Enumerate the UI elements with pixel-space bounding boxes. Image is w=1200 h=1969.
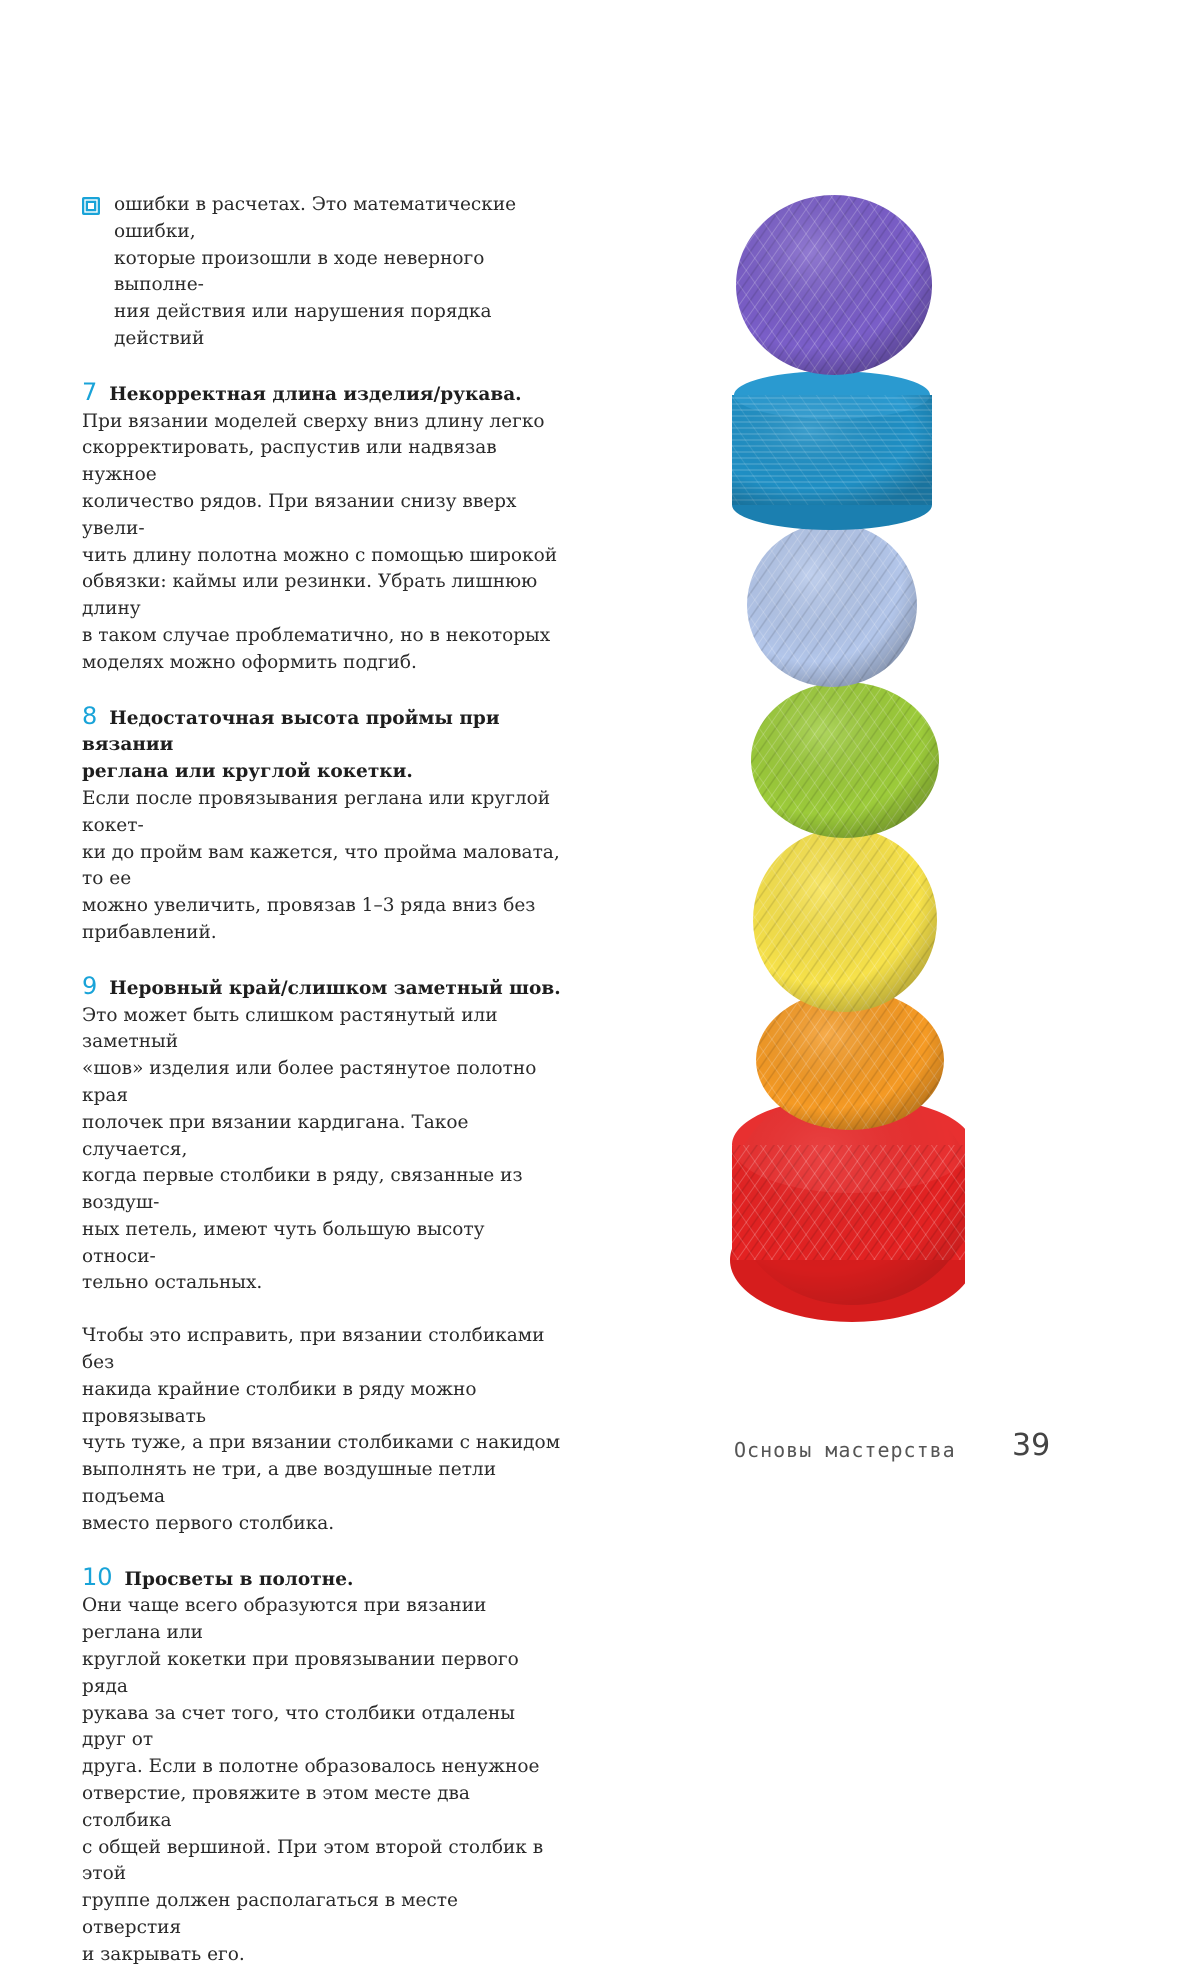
purple-yarn-ball xyxy=(736,195,932,375)
section-7 xyxy=(82,379,562,677)
section-paragraph: Чтобы это исправить, при вязании столбиками без накида крайние столбики в ряду можно провязывать чуть туже, а при вязании столбиками с накидом выполнять не три, а две воздушные петли подъема вместо первого столбика. xyxy=(82,1325,561,1534)
section-heading: 10 Просветы в полотне. xyxy=(82,1562,354,1591)
section-10 xyxy=(82,1564,562,1969)
section-paragraph: Они чаще всего образуются при вязании реглана или круглой кокетки при провязывании первого ряда рукава за счет того, что столбики отдалены друг от друга. Если в полотне образовалось ненужное отверстие, провяжите в этом месте два столбика с общей вершиной. При этом второй столбик в этой группе должен располагаться в месте отверстия и закрывать его. xyxy=(82,1595,544,1965)
blue-square-bullet-icon xyxy=(82,197,100,215)
section-heading: 7 Некорректная длина изделия/рукава. xyxy=(82,377,522,406)
section-heading: 8 Недостаточная высота проймы при вязании реглана или круглой кокетки. xyxy=(82,701,500,783)
section-paragraph: Это может быть слишком растянутый или заметный «шов» изделия или более растянутое полотно края полочек при вязании кардигана. Такое случается, когда первые столбики в ряду, связанные из воздуш- ных петель, имеют чуть большую высоту относи- тельно остальных. xyxy=(82,1004,537,1294)
green-yarn-ball xyxy=(751,682,939,838)
bullet-item xyxy=(82,192,562,353)
bullet-text: ошибки в расчетах. Это математические ошибки, которые произошли в ходе неверного выполне- ния действия или нарушения порядка действий xyxy=(114,194,517,349)
main-text-column xyxy=(82,192,562,1969)
section-paragraph: При вязании моделей сверху вниз длину легко скорректировать, распустив или надвязав нужное количество рядов. При вязании снизу вверх увели- чить длину полотна можно с помощью широкой обвязки: каймы или резинки. Убрать лишнюю длину в таком случае проблематично, но в некоторых моделях можно оформить подгиб. xyxy=(82,410,558,673)
blue-yarn-ball xyxy=(732,371,932,530)
yellow-yarn-ball xyxy=(753,828,937,1012)
footer-section-title: Основы мастерства xyxy=(734,1438,956,1462)
light-blue-yarn-ball xyxy=(747,523,917,687)
section-paragraph: Если после провязывания реглана или круглой кокет- ки до пройм вам кажется, что пройма маловата, то ее можно увеличить, провязав 1–3 ряда вниз без прибавлений. xyxy=(82,787,560,943)
stacked-yarn-balls-image xyxy=(720,185,965,1330)
section-number: 8 xyxy=(82,701,98,730)
page-number: 39 xyxy=(1012,1428,1051,1463)
section-9 xyxy=(82,973,562,1538)
section-8 xyxy=(82,703,562,947)
section-number: 10 xyxy=(82,1562,113,1591)
section-heading: 9 Неровный край/слишком заметный шов. xyxy=(82,971,561,1000)
section-number: 9 xyxy=(82,971,98,1000)
section-number: 7 xyxy=(82,377,98,406)
